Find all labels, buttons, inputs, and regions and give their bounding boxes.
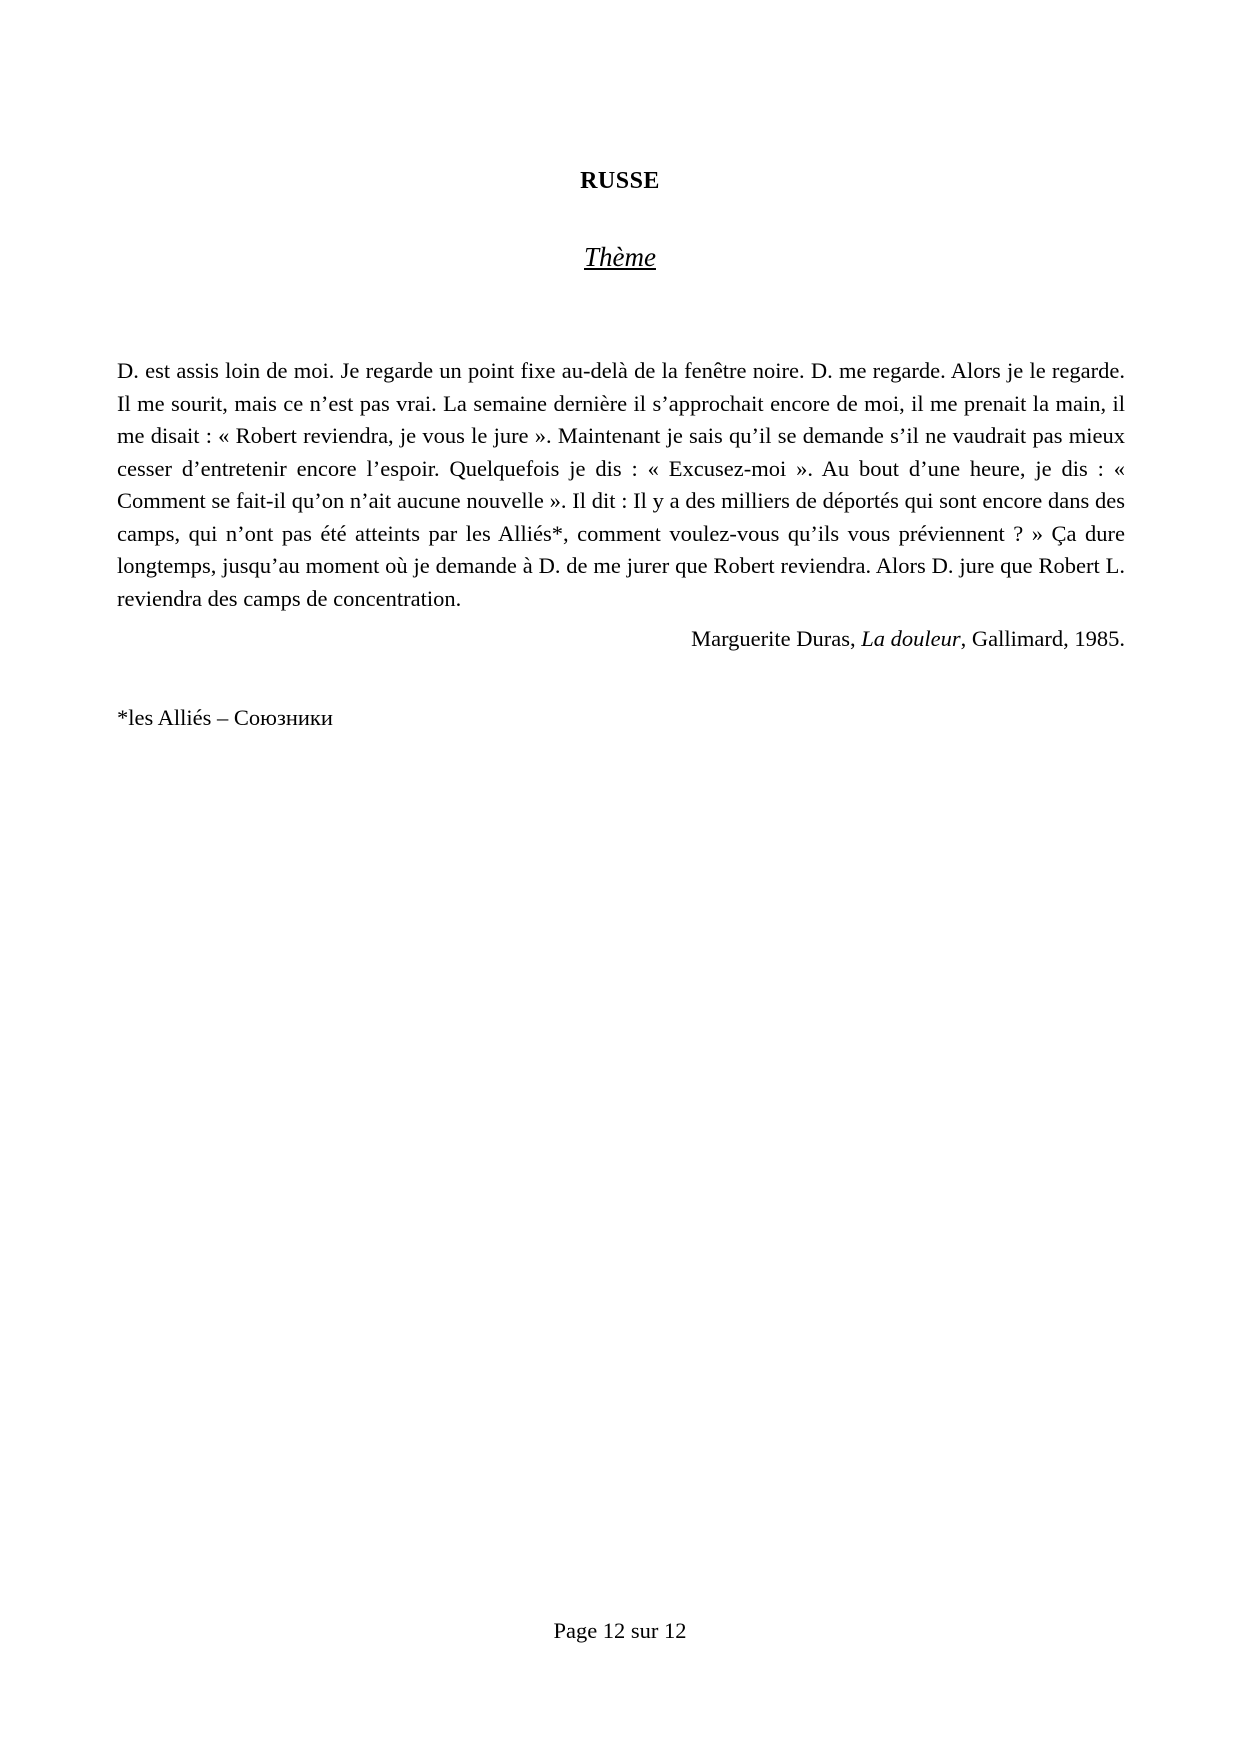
attribution-publisher: , Gallimard, 1985. — [960, 626, 1125, 651]
footnote: *les Alliés – Союзники — [117, 705, 333, 730]
attribution — [691, 626, 1125, 652]
page-number: Page 12 sur 12 — [553, 1618, 687, 1643]
section-title: Thème — [584, 242, 656, 272]
page-title: RUSSE — [580, 168, 660, 194]
attribution-work-title: La douleur — [861, 626, 961, 651]
attribution-author: Marguerite Duras, — [691, 626, 862, 651]
passage-text: D. est assis loin de moi. Je regarde un point fixe au-delà de la fenêtre noire. D. me regarde. Alors je le regarde. Il me sourit, mais ce n’est pas vrai. La semaine dernière il s’approchait encore de moi, il me prenait la main, il me disait : « Robert reviendra, je vous le jure ». Maintenant je sais qu’il se demande s’il ne vaudrait pas mieux cesser d’entretenir encore l’espoir. Quelquefois je dis : « Excusez-moi ». Au bout d’une heure, je dis : « Comment se fait-il qu’on n’ait aucune nouvelle ». Il dit : Il y a des milliers de déportés qui sont encore dans des camps, qui n’ont pas été atteints par les Alliés*, comment voulez-vous qu’ils vous préviennent ? » Ça dure longtemps, jusqu’au moment où je demande à D. de me jurer que Robert reviendra. Alors D. jure que Robert L. reviendra des camps de concentration. — [117, 358, 1125, 611]
